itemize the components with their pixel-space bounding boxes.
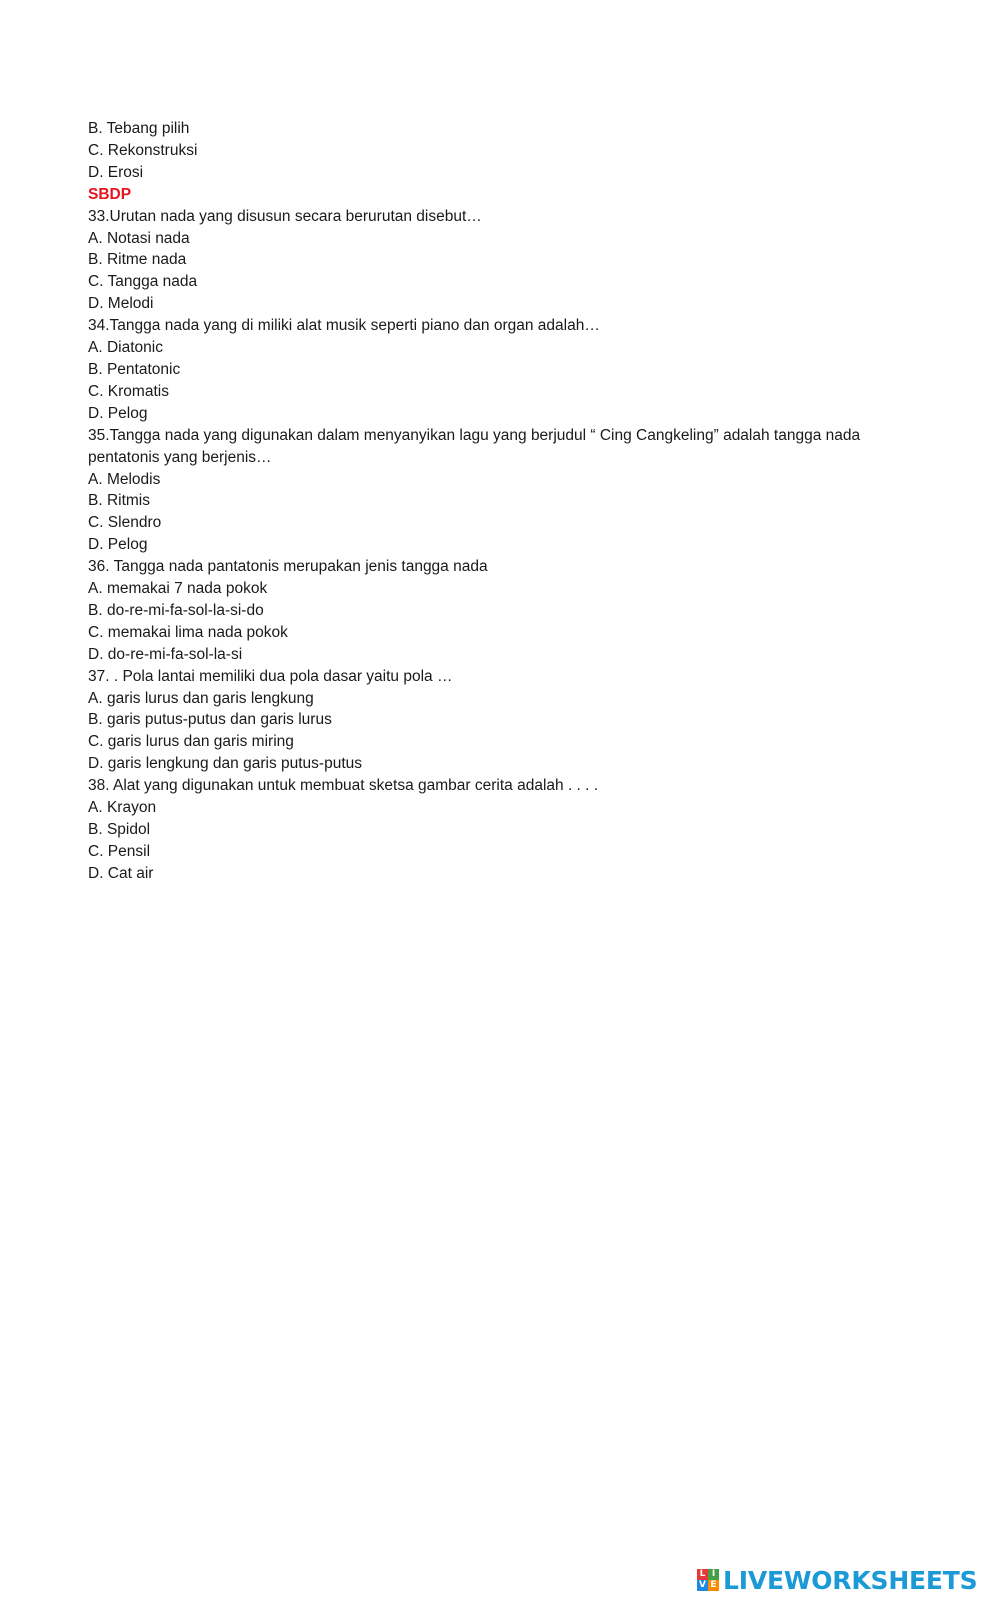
worksheet-line: B. garis putus-putus dan garis lurus (88, 711, 332, 729)
worksheet-line: A. Krayon (88, 799, 157, 817)
worksheet-line: D. Pelog (88, 404, 148, 422)
worksheet-line: C. Slendro (88, 514, 162, 532)
worksheet-line: A. memakai 7 nada pokok (88, 580, 268, 598)
worksheet-line: 35.Tangga nada yang digunakan dalam menyanyikan lagu yang berjudul “ Cing Cangkeling” adalah tangga nada pentatonis yang berjenis… (88, 426, 861, 466)
worksheet-line: D. Pelog (88, 536, 148, 554)
worksheet-line: C. Tangga nada (88, 273, 198, 291)
worksheet-line: D. Cat air (88, 864, 154, 882)
liveworksheets-logo[interactable] (697, 1565, 977, 1595)
logo-mark-letter: E (708, 1580, 719, 1591)
worksheet-line: A. Notasi nada (88, 229, 190, 247)
worksheet-line: C. garis lurus dan garis miring (88, 733, 294, 751)
worksheet-line: 37. . Pola lantai memiliki dua pola dasar yaitu pola … (88, 667, 453, 685)
worksheet-line: 33.Urutan nada yang disusun secara berurutan disebut… (88, 207, 482, 225)
worksheet-line: 36. Tangga nada pantatonis merupakan jenis tangga nada (88, 558, 488, 576)
worksheet-line: A. Melodis (88, 470, 161, 488)
worksheet-line: D. Erosi (88, 163, 144, 181)
worksheet-line: B. Tebang pilih (88, 120, 190, 137)
logo-mark-letter: V (697, 1580, 708, 1591)
liveworksheets-logo-text: LIVEWORKSHEETS (723, 1565, 978, 1595)
section-heading: SBDP (88, 185, 132, 203)
worksheet-content (88, 118, 918, 885)
worksheet-line: D. garis lengkung dan garis putus-putus (88, 755, 362, 773)
logo-mark-letter: I (708, 1569, 719, 1580)
worksheet-line: C. Kromatis (88, 382, 169, 400)
worksheet-line: B. Spidol (88, 821, 151, 838)
worksheet-line: B. Pentatonic (88, 360, 181, 378)
worksheet-line: B. Ritmis (88, 492, 150, 510)
worksheet-line: C. Rekonstruksi (88, 141, 198, 159)
worksheet-line: 34.Tangga nada yang di miliki alat musik seperti piano dan organ adalah… (88, 317, 600, 335)
worksheet-line: A. Diatonic (88, 339, 163, 357)
worksheet-line: D. do-re-mi-fa-sol-la-si (88, 645, 243, 663)
liveworksheets-logo-icon (697, 1569, 719, 1591)
worksheet-line: C. Pensil (88, 842, 151, 860)
worksheet-line: C. memakai lima nada pokok (88, 623, 288, 641)
worksheet-line: 38. Alat yang digunakan untuk membuat sketsa gambar cerita adalah . . . . (88, 777, 599, 795)
worksheet-line: B. Ritme nada (88, 251, 187, 269)
worksheet-line: A. garis lurus dan garis lengkung (88, 689, 314, 707)
worksheet-line: B. do-re-mi-fa-sol-la-si-do (88, 601, 264, 619)
logo-mark-letter: L (697, 1569, 708, 1580)
worksheet-line: D. Melodi (88, 295, 154, 313)
